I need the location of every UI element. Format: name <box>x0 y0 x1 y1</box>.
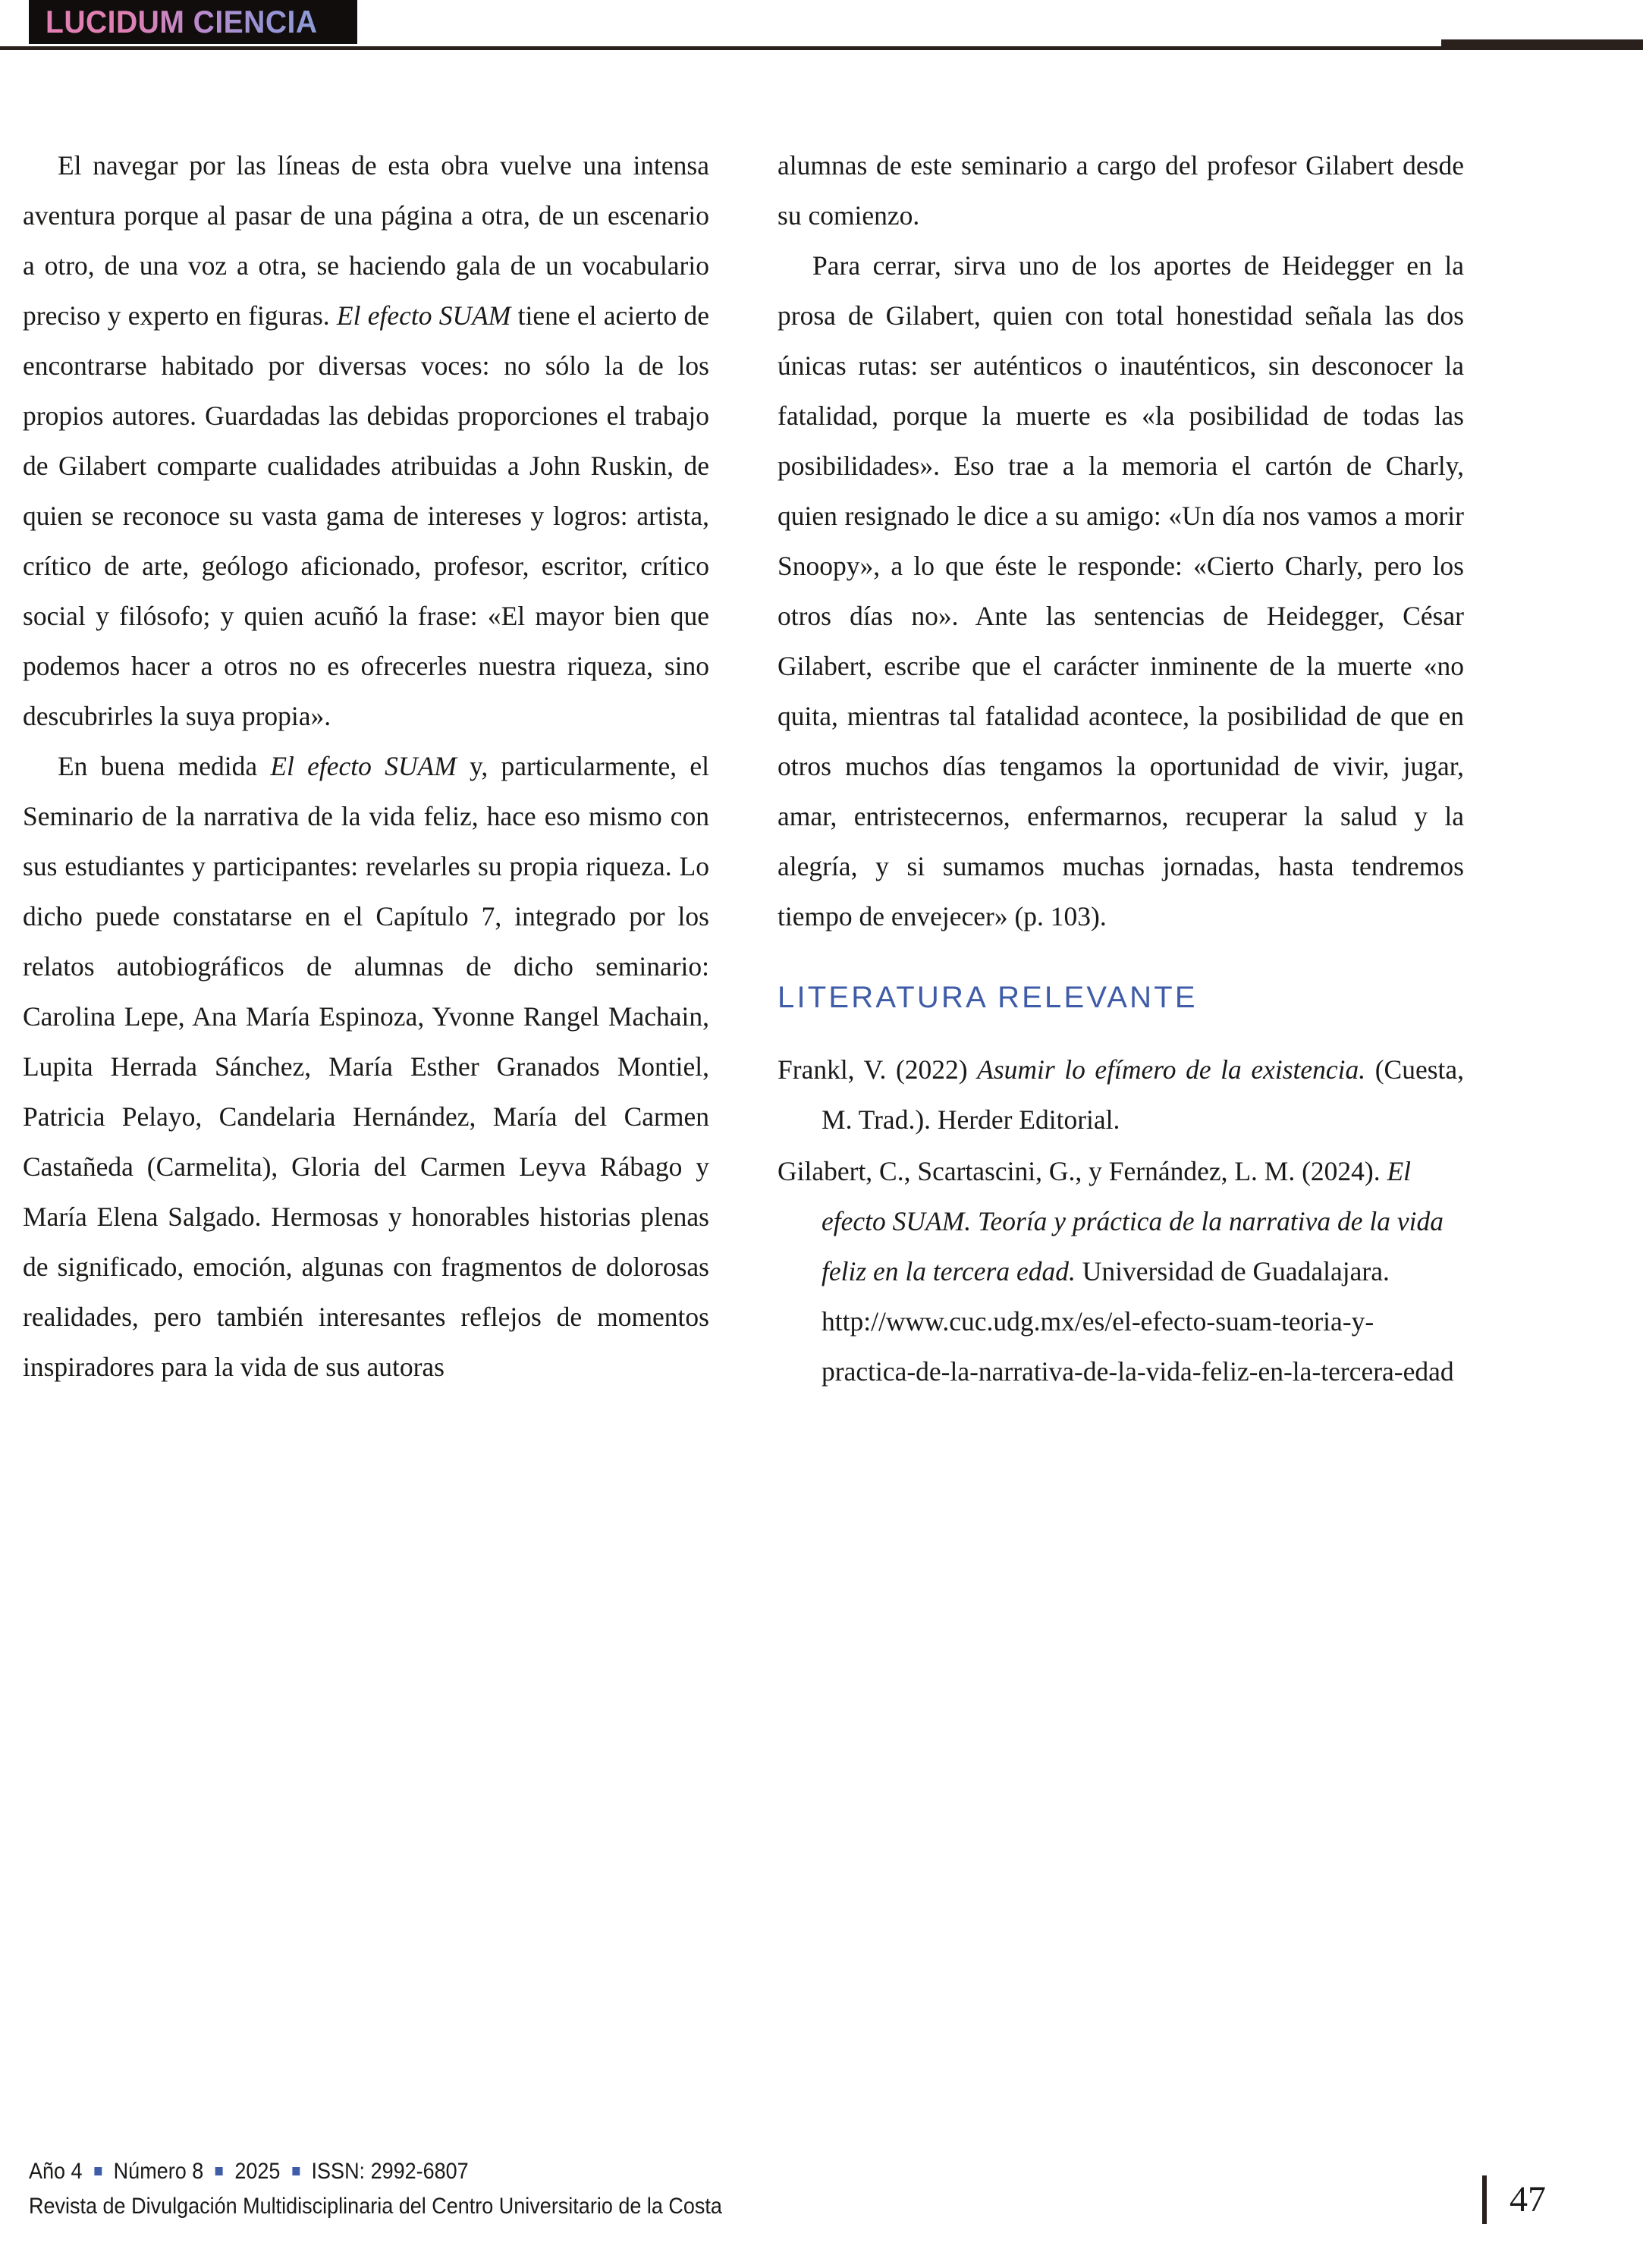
left-column <box>23 140 709 1398</box>
footer-imprint <box>29 2154 722 2224</box>
paragraph-en-buena-medida-part-a: En buena medida <box>58 751 271 781</box>
right-column <box>778 140 1464 1398</box>
footer-issue-number: Número 8 <box>113 2159 204 2184</box>
reference-frankl-publisher: (Cuesta, M. Trad.). Herder Editorial. <box>822 1054 1465 1135</box>
title-el-efecto-suam-1: El efecto SUAM <box>336 300 511 331</box>
paragraph-en-buena-medida <box>23 741 709 1392</box>
reference-frankl-author-year: Frankl, V. (2022) <box>778 1054 978 1085</box>
paragraph-navegar-part-b: tiene el acierto de encontrarse habitado por diversas voces: no sólo la de los propios autores. Guardadas las debidas proporciones el trabajo de Gilabert comparte cualidades atribuidas a John Ruskin, de quien se reconoce su vasta gama de intereses y logros: artista, crítico de arte, geólogo aficionado, profesor, escritor, crítico social y filósofo; y quien acuñó la frase: «El mayor bien que podemos hacer a otros no es ofrecerles nuestra riqueza, sino descubrirles la suya propia». <box>23 300 710 731</box>
reference-frankl <box>778 1044 1464 1145</box>
page-footer <box>29 2154 1614 2224</box>
paragraph-en-buena-medida-part-b: y, particularmente, el Seminario de la narrativa de la vida feliz, hace eso mismo con sus estudiantes y participantes: revelarles su propia riqueza. Lo dicho puede constatarse en el Capítulo 7, integrado por los relatos autobiográficos de alumnas de dicho seminario: Carolina Lepe, Ana María Espinoza, Yvonne Rangel Machain, Lupita Herrada Sánchez, María Esther Granados Montiel, Patricia Pelayo, Candelaria Hernández, María del Carmen Castañeda (Carmelita), Gloria del Carmen Leyva Rábago y María Elena Salgado. Hermosas y honorables historias plenas de significado, emoción, algunas con fragmentos de dolorosas realidades, pero también interesantes reflejos de momentos inspiradores para la vida de sus autoras <box>23 751 710 1382</box>
reference-frankl-title: Asumir lo efímero de la existencia. <box>977 1054 1366 1085</box>
folio-divider-rule <box>1482 2175 1487 2224</box>
paragraph-para-cerrar: Para cerrar, sirva uno de los aportes de Heidegger en la prosa de Gilabert, quien con total honestidad señala las dos únicas rutas: ser auténticos o inauténticos, sin desconocer la fatalidad, porque la muerte es «la posibilidad de todas las posibilidades». Eso trae a la memoria el cartón de Charly, quien resignado le dice a su amigo: «Un día nos vamos a morir Snoopy», a lo que éste le responde: «Cierto Charly, pero los otros días no». Ante las sentencias de Heidegger, César Gilabert, escribe que el carácter inminente de la muerte «no quita, mientras tal fatalidad acontece, la posibilidad de que en otros muchos días tengamos la oportunidad de vivir, jugar, amar, entristecernos, enfermarnos, recuperar la salud y la alegría, y si sumamos muchas jornadas, hasta tendremos tiempo de envejecer» (p. 103). <box>778 250 1464 931</box>
header-horizontal-rule <box>0 46 1643 50</box>
footer-issn: ISSN: 2992-6807 <box>311 2159 469 2184</box>
masthead-plate <box>29 0 357 44</box>
title-el-efecto-suam-2: El efecto SUAM <box>270 751 457 781</box>
footer-publication-year: 2025 <box>234 2159 281 2184</box>
reference-gilabert-title: El efecto SUAM. Teoría y práctica de la narrativa de la vida feliz en la tercera edad. <box>822 1156 1444 1286</box>
folio <box>1482 2175 1614 2224</box>
paragraph-navegar <box>23 140 709 741</box>
header-rule-right-accent <box>1441 39 1643 50</box>
page-header <box>0 0 1643 55</box>
page-number: 47 <box>1509 2179 1546 2219</box>
masthead-title: LUCIDUM CIENCIA <box>46 4 318 39</box>
article-columns <box>23 140 1464 1398</box>
reference-gilabert-publisher-url[interactable]: Universidad de Guadalajara. http://www.cuc.udg.mx/es/el-efecto-suam-teoria-y-practica-de-la-narrativa-de-la-vida-feliz-en-la-tercera-edad <box>822 1256 1454 1387</box>
footer-issue-line <box>29 2154 722 2189</box>
paragraph-alumnas-continuation: alumnas de este seminario a cargo del profesor Gilabert desde su comienzo. <box>778 150 1464 231</box>
reference-gilabert-author-year: Gilabert, C., Scartascini, G., y Fernández, L. M. (2024). <box>778 1156 1387 1186</box>
paragraph-navegar-part-a: El navegar por las líneas de esta obra vuelve una intensa aventura porque al pasar de una página a otra, de un escenario a otro, de una voz a otra, se haciendo gala de un vocabulario preciso y experto en figuras. <box>23 150 709 331</box>
separator-square-icon-3 <box>292 2167 300 2175</box>
reference-gilabert <box>778 1146 1464 1396</box>
footer-journal-subtitle: Revista de Divulgación Multidisciplinaria del Centro Universitario de la Costa <box>29 2194 722 2219</box>
section-heading-literatura-relevante: LITERATURA RELEVANTE <box>778 981 1198 1014</box>
footer-year: Año 4 <box>29 2159 83 2184</box>
separator-square-icon-1 <box>94 2167 102 2175</box>
separator-square-icon-2 <box>215 2167 223 2175</box>
